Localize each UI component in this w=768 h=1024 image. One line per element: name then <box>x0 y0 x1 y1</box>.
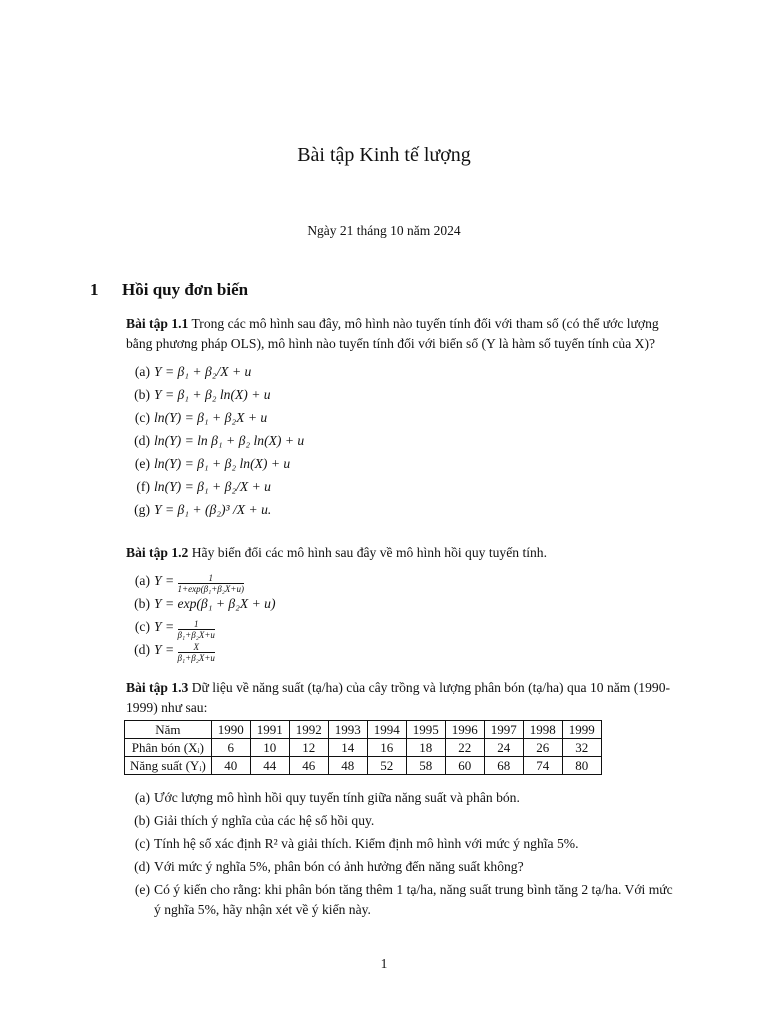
data-table-wrapper <box>124 720 602 775</box>
list-item: (c) Tính hệ số xác định R² và giải thích. Kiểm định mô hình với mức ý nghĩa 5%. <box>134 836 579 851</box>
page-number: 1 <box>380 956 388 971</box>
list-item: (c) Y = $\frac{1}{\text{β₁+β₂X+u}}$ <box>134 619 215 640</box>
exercise-1-2-list <box>126 569 681 661</box>
exercise-1-3-questions <box>126 788 681 923</box>
table-cell: 60 <box>445 757 484 775</box>
list-item: (b) Y = β₁ + β₂ ln(X) + u <box>134 387 271 402</box>
exercise-1-2-label: Bài tập 1.2 <box>126 545 189 560</box>
table-cell: 12 <box>289 739 328 757</box>
exercise-1-1 <box>126 314 681 521</box>
exercise-1-1-list <box>126 360 681 521</box>
exercise-1-1-text: Trong các mô hình sau đây, mô hình nào tuyến tính đối với tham số (có thể ước lượng bằng phương pháp OLS), mô hình nào tuyến tính đối với biến số (Y là hàm số tuyến tính của X)? <box>126 316 659 351</box>
exercise-1-2-statement <box>126 543 681 563</box>
exercise-1-2 <box>126 543 681 661</box>
table-cell: 1997 <box>484 721 523 739</box>
fraction: $\frac{X}{\text{β₁+β₂X+u}}$ <box>177 642 215 663</box>
table-row-header: Năng suất (Yᵢ) <box>125 757 212 775</box>
table-row <box>125 739 602 757</box>
table-cell: 1998 <box>523 721 562 739</box>
table-cell: 52 <box>367 757 406 775</box>
table-cell: 74 <box>523 757 562 775</box>
table-cell: 18 <box>406 739 445 757</box>
list-item: (d) Với mức ý nghĩa 5%, phân bón có ảnh hưởng đến năng suất không? <box>134 859 524 874</box>
list-item: (e) ln(Y) = β₁ + β₂ ln(X) + u <box>134 456 291 471</box>
list-item: (a) Ước lượng mô hình hồi quy tuyến tính giữa năng suất và phân bón. <box>134 790 520 805</box>
list-item: (c) ln(Y) = β₁ + β₂X + u <box>134 410 268 425</box>
table-cell: 1995 <box>406 721 445 739</box>
list-item: (g) Y = β₁ + (β₂)³ /X + u. <box>134 502 272 517</box>
table-cell: 22 <box>445 739 484 757</box>
table-cell: 48 <box>328 757 367 775</box>
table-cell: 58 <box>406 757 445 775</box>
table-cell: 1991 <box>250 721 289 739</box>
data-table <box>124 720 602 775</box>
exercise-1-3-text: Dữ liệu về năng suất (tạ/ha) của cây trồng và lượng phân bón (tạ/ha) qua 10 năm (1990-1999) như sau: <box>126 680 671 715</box>
exercise-1-2-text: Hãy biến đổi các mô hình sau đây về mô hình hồi quy tuyến tính. <box>188 545 547 560</box>
table-cell: 68 <box>484 757 523 775</box>
document-date: Ngày 21 tháng 10 năm 2024 <box>307 223 461 238</box>
table-row <box>125 721 602 739</box>
table-cell: 1992 <box>289 721 328 739</box>
list-item: (d) Y = $\frac{X}{\text{β₁+β₂X+u}}$ <box>134 642 215 663</box>
table-cell: 24 <box>484 739 523 757</box>
table-cell: 10 <box>250 739 289 757</box>
table-cell: 40 <box>211 757 250 775</box>
list-item: (d) ln(Y) = ln β₁ + β₂ ln(X) + u <box>134 433 305 448</box>
table-row-header: Phân bón (Xᵢ) <box>125 739 212 757</box>
table-cell: 6 <box>211 739 250 757</box>
section-title: Hồi quy đơn biến <box>122 280 249 299</box>
exercise-1-3-statement <box>126 678 681 718</box>
table-cell: 26 <box>523 739 562 757</box>
table-cell: 46 <box>289 757 328 775</box>
list-item: (a) Y = $\frac{1}{\text{1+exp(β₁+β₂X+u)}}$ <box>134 573 244 594</box>
table-cell: 1999 <box>562 721 601 739</box>
table-cell: 1993 <box>328 721 367 739</box>
table-cell: 1996 <box>445 721 484 739</box>
fraction: $\frac{1}{\text{β₁+β₂X+u}}$ <box>177 619 215 640</box>
table-cell: 32 <box>562 739 601 757</box>
exercise-1-1-statement <box>126 314 681 354</box>
table-row <box>125 757 602 775</box>
exercise-1-1-label: Bài tập 1.1 <box>126 316 189 331</box>
section-heading <box>90 280 248 300</box>
table-cell: 44 <box>250 757 289 775</box>
document-title: Bài tập Kinh tế lượng <box>297 144 471 166</box>
fraction: $\frac{1}{\text{1+exp(β₁+β₂X+u)}}$ <box>177 573 244 594</box>
section-number: 1 <box>90 280 99 299</box>
table-row-header: Năm <box>125 721 212 739</box>
list-item: (b) Giải thích ý nghĩa của các hệ số hồi quy. <box>134 813 375 828</box>
list-item: (b) Y = exp(β₁ + β₂X + u) <box>134 596 276 611</box>
table-cell: 80 <box>562 757 601 775</box>
list-item: (f) ln(Y) = β₁ + β₂/X + u <box>136 479 271 494</box>
exercise-1-3-label: Bài tập 1.3 <box>126 680 189 695</box>
exercise-1-3 <box>126 678 681 718</box>
table-cell: 14 <box>328 739 367 757</box>
table-cell: 1990 <box>211 721 250 739</box>
table-cell: 16 <box>367 739 406 757</box>
list-item: (e) Có ý kiến cho rằng: khi phân bón tăng thêm 1 tạ/ha, năng suất trung bình tăng 2 tạ/ha. Với mức ý nghĩa 5%, hãy nhận xét về ý kiến này. <box>134 882 673 917</box>
list-item: (a) Y = β₁ + β₂/X + u <box>134 364 252 379</box>
table-cell: 1994 <box>367 721 406 739</box>
exercise-1-3-list <box>126 788 681 920</box>
